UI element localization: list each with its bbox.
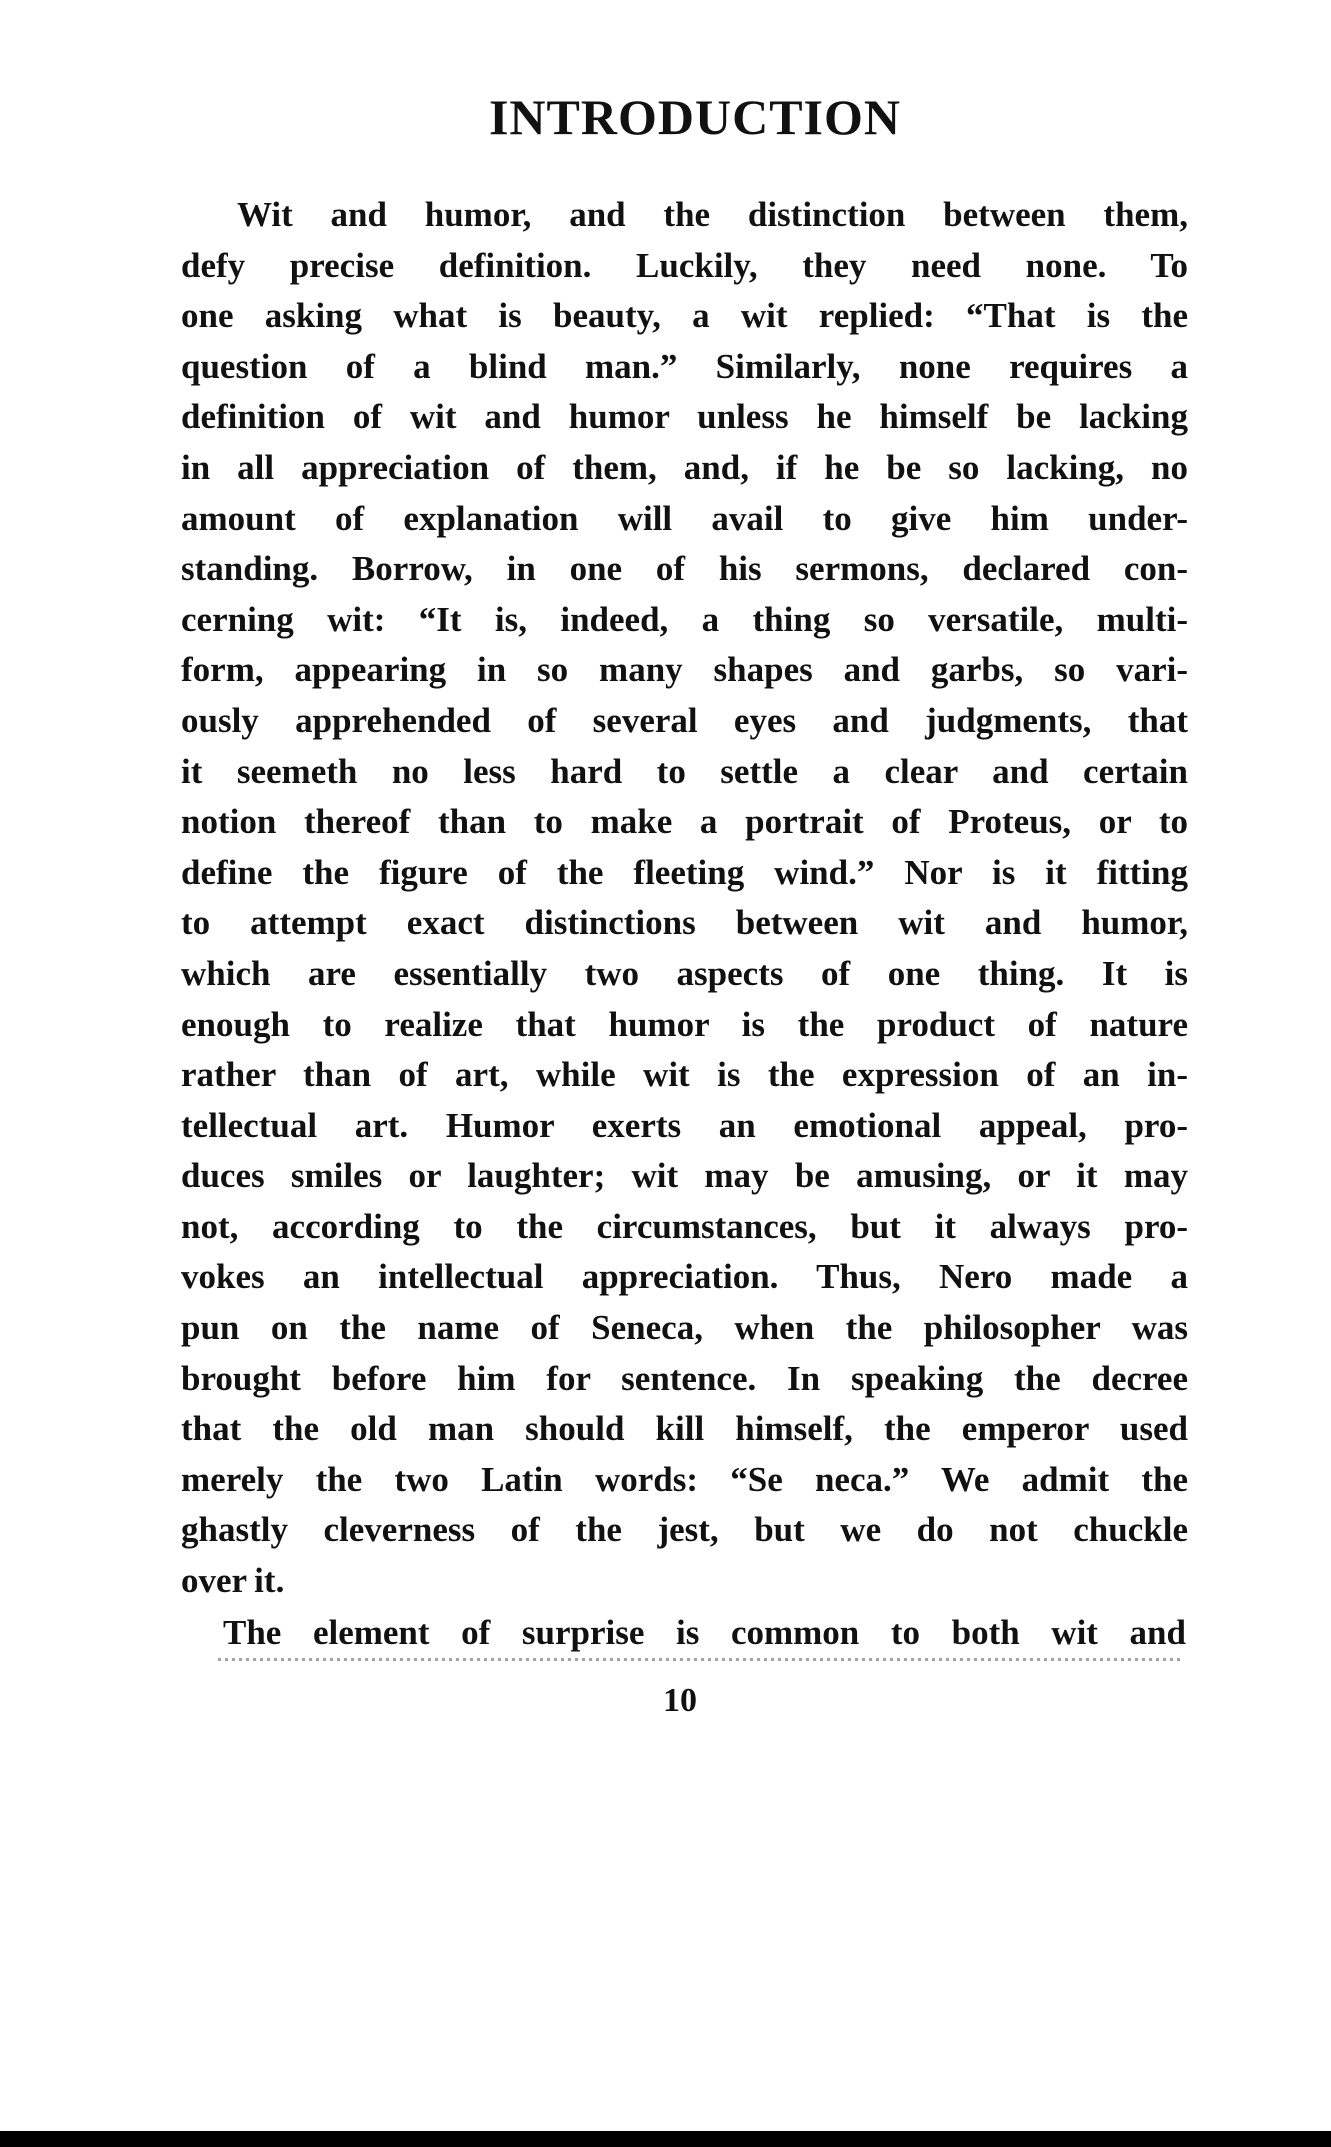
text-line: tellectual art. Humor exerts an emotional appeal, pro- <box>181 1105 1188 1145</box>
text-line: which are essentially two aspects of one thing. It is <box>181 953 1188 993</box>
text-line: define the figure of the fleeting wind.” Nor is it fitting <box>181 852 1188 892</box>
paragraph-1 <box>181 190 1188 1607</box>
text-line: amount of explanation will avail to give him under- <box>181 498 1188 538</box>
text-line: to attempt exact distinctions between wit and humor, <box>181 903 1188 943</box>
text-line: vokes an intellectual appreciation. Thus, Nero made a <box>181 1257 1188 1297</box>
text-line: enough to realize that humor is the product of nature <box>181 1004 1188 1044</box>
text-line: merely the two Latin words: “Se neca.” We admit the <box>181 1459 1188 1499</box>
text-line: duces smiles or laughter; wit may be amusing, or it may <box>181 1156 1188 1196</box>
text-line: definition of wit and humor unless he himself be lacking <box>181 397 1188 437</box>
text-line: ghastly cleverness of the jest, but we do not chuckle <box>181 1510 1188 1550</box>
text-line: it seemeth no less hard to settle a clear and certain <box>181 751 1188 791</box>
text-line: question of a blind man.” Similarly, none requires a <box>181 346 1188 386</box>
scan-border <box>0 2131 1331 2147</box>
text-line: not, according to the circumstances, but it always pro- <box>181 1206 1188 1246</box>
text-line: form, appearing in so many shapes and garbs, so vari- <box>181 650 1188 690</box>
text-line: defy precise definition. Luckily, they need none. To <box>181 245 1188 285</box>
text-line: rather than of art, while wit is the expression of an in- <box>181 1055 1188 1095</box>
text-line: ously apprehended of several eyes and judgments, that <box>181 700 1188 740</box>
text-line: pun on the name of Seneca, when the philosopher was <box>181 1308 1188 1348</box>
text-line: that the old man should kill himself, the emperor used <box>181 1409 1188 1449</box>
paragraph-2-first-line: The element of surprise is common to both wit and <box>223 1613 1186 1652</box>
text-line: notion thereof than to make a portrait of Proteus, or to <box>181 802 1188 842</box>
text-line: one asking what is beauty, a wit replied: “That is the <box>181 296 1188 336</box>
page-number: 10 <box>663 1682 697 1719</box>
text-line: in all appreciation of them, and, if he be so lacking, no <box>181 447 1188 487</box>
text-line: standing. Borrow, in one of his sermons, declared con- <box>181 549 1188 589</box>
text-line: cerning wit: “It is, indeed, a thing so versatile, multi- <box>181 599 1188 639</box>
scan-artifact-line <box>218 1658 1183 1661</box>
text-line: over it. <box>181 1561 285 1601</box>
text-line: Wit and humor, and the distinction between them, <box>237 195 1188 234</box>
chapter-title: INTRODUCTION <box>488 89 902 145</box>
text-line: brought before him for sentence. In speaking the decree <box>181 1358 1188 1398</box>
